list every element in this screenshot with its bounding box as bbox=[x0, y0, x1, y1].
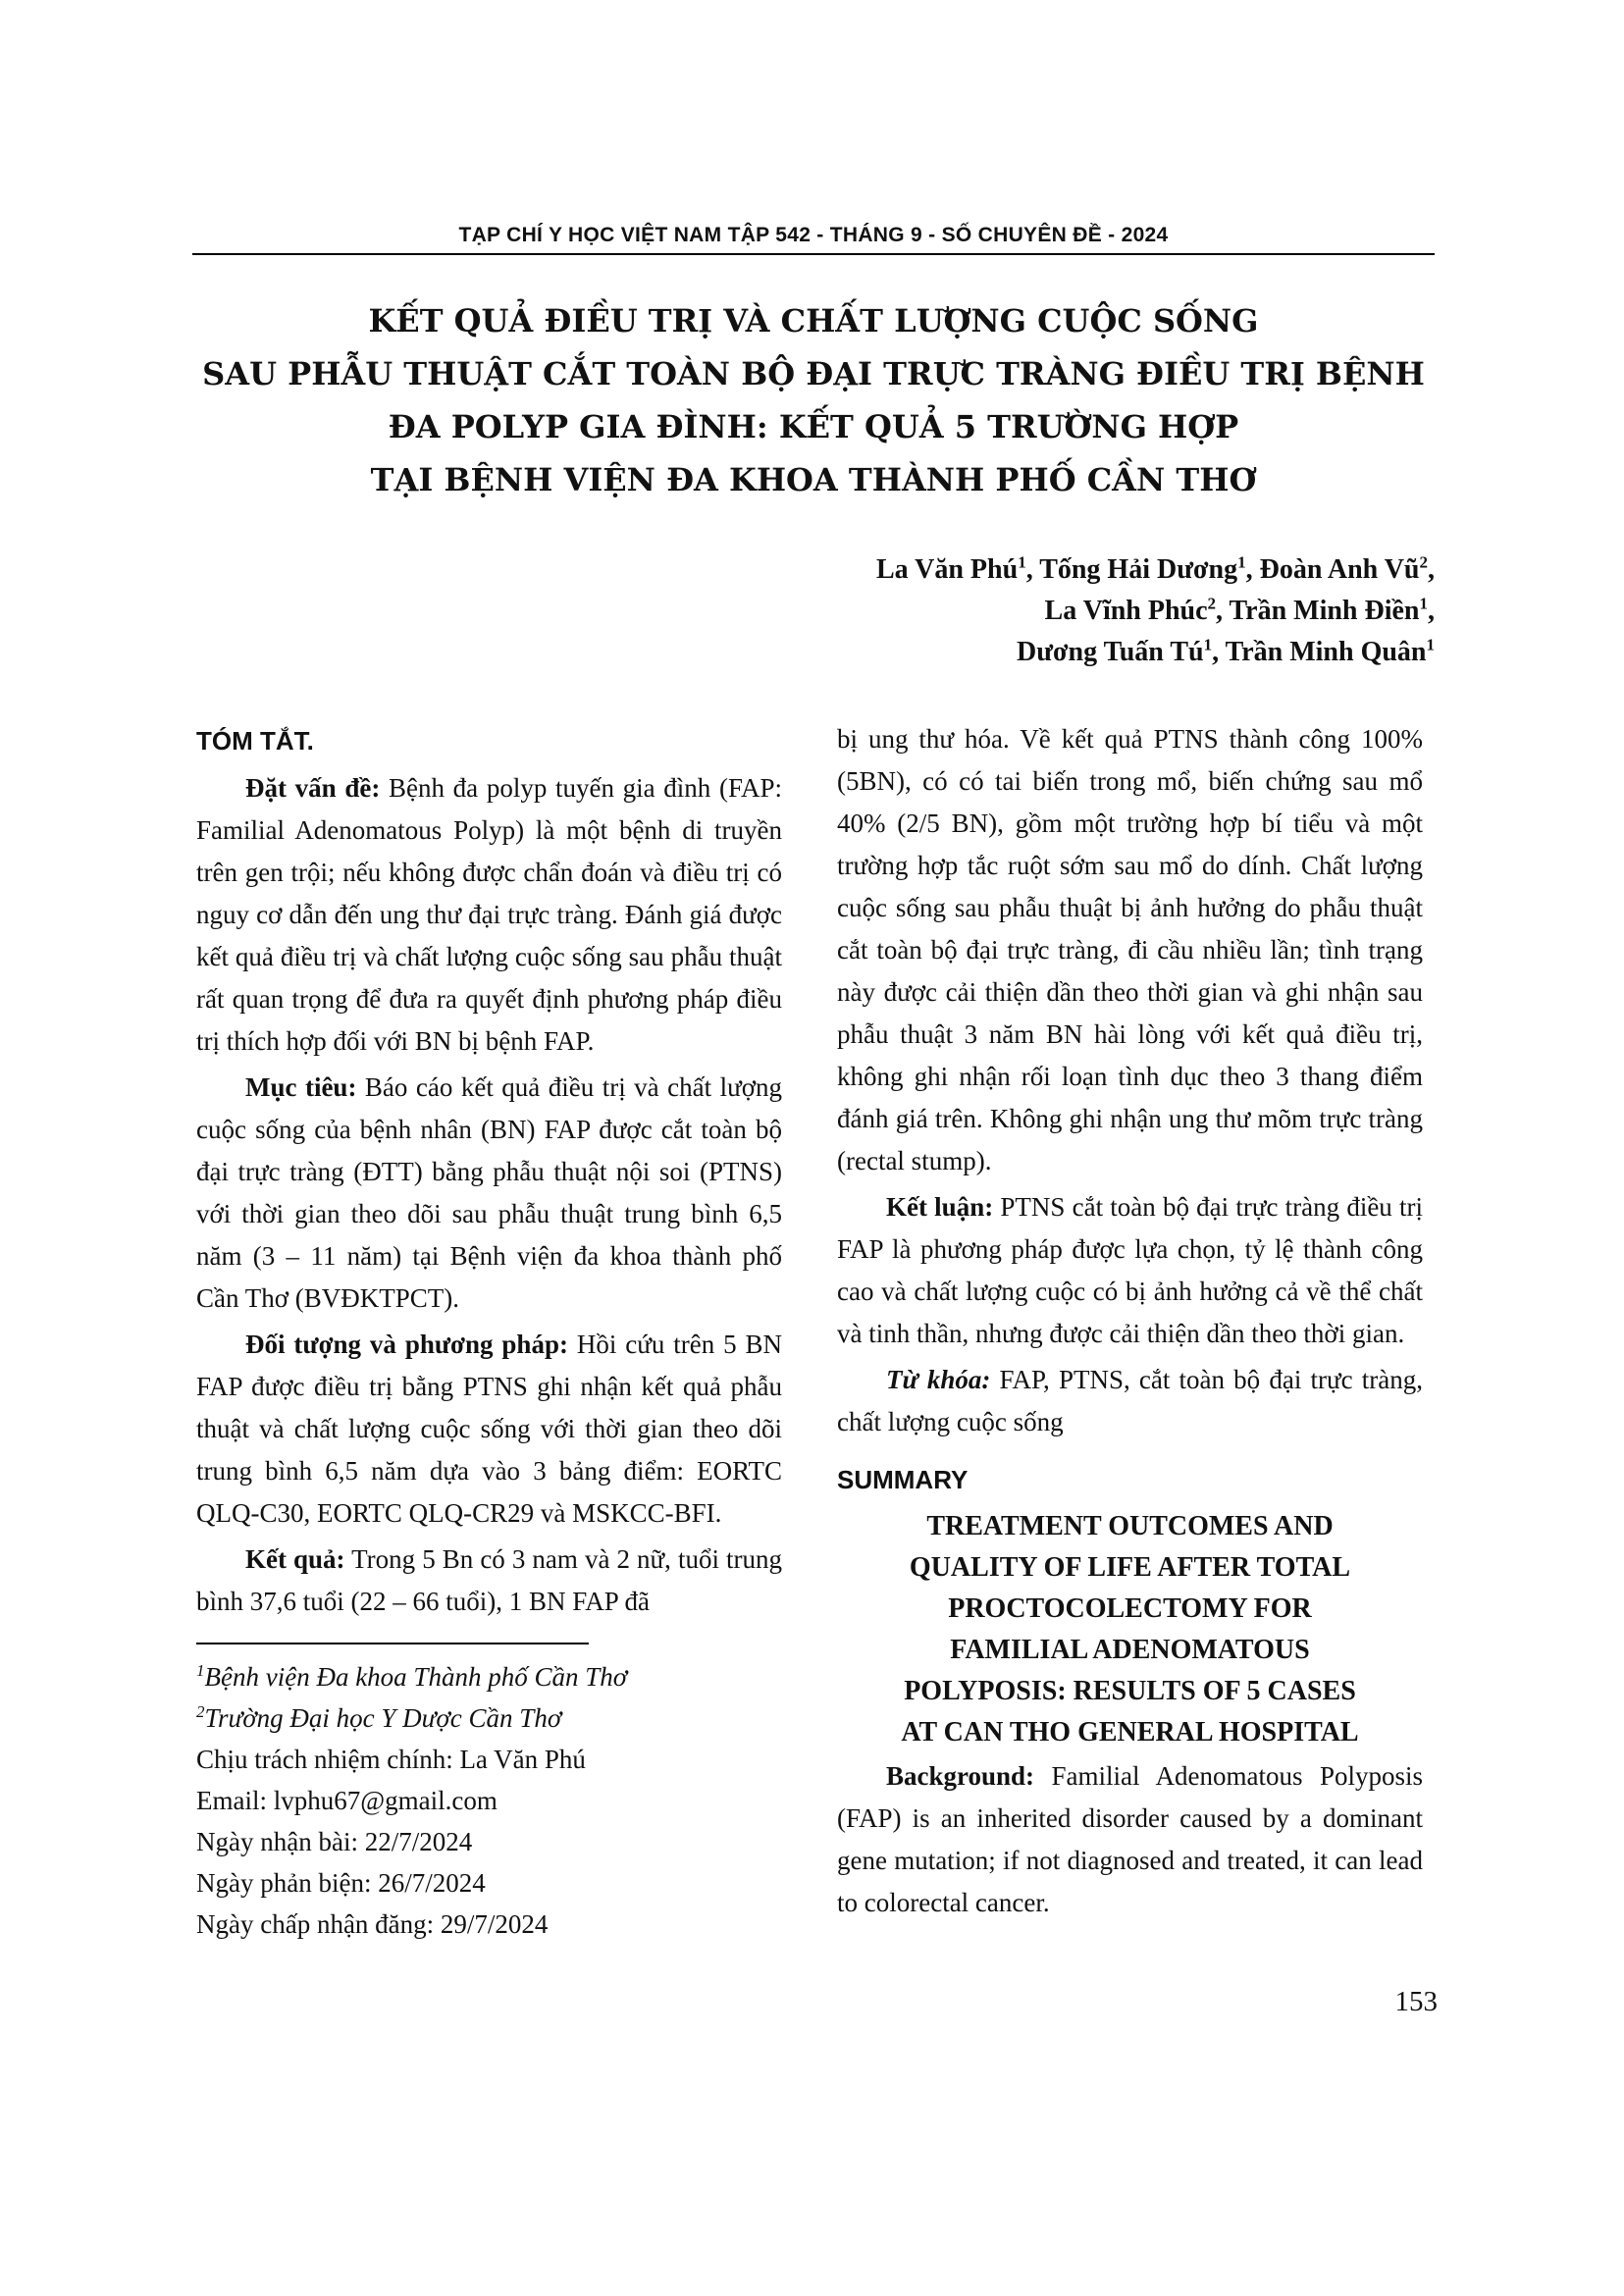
author-name: Dương Tuấn Tú bbox=[1017, 637, 1204, 667]
affiliation-mark: 1 bbox=[1426, 635, 1435, 654]
author-name: Trần Minh Điền bbox=[1229, 596, 1420, 626]
section-label: Background: bbox=[886, 1761, 1035, 1791]
english-title-line: POLYPOSIS: RESULTS OF 5 CASES bbox=[904, 1676, 1356, 1706]
section-text: Familial Adenomatous Polyposis (FAP) is an inherited disorder caused by a dominant gene mutation; if not diagnosed and treated, it can lead to colorectal cancer. bbox=[837, 1761, 1423, 1917]
author-line: La Văn Phú$^1$, Tống Hải Dương$^1$, Đoàn Anh $Vũ^2$, bbox=[875, 552, 1435, 585]
author-name: Đoàn Anh Vũ bbox=[1259, 554, 1420, 585]
title-line: ĐA POLYP GIA ĐÌNH: KẾT QUẢ 5 TRƯỜNG HỢP bbox=[388, 408, 1239, 445]
english-title bbox=[837, 1506, 1423, 1753]
section-text: PTNS cắt toàn bộ đại trực tràng điều trị FAP là phương pháp được lựa chọn, tỷ lệ thành công cao và chất lượng cuộc có bị ảnh hưởng cả về thể chất và tinh thần, nhưng được cải thiện dần theo thời gian. bbox=[837, 1192, 1423, 1348]
date-accepted: Ngày chấp nhận đăng: 29/7/2024 bbox=[196, 1909, 549, 1939]
abstract-conclusion bbox=[837, 1186, 1423, 1355]
section-label: Đối tượng và phương pháp: bbox=[245, 1330, 568, 1359]
section-text: Báo cáo kết quả điều trị và chất lượng cuộc sống của bệnh nhân (BN) FAP được cắt toàn bộ đại trực tràng (ĐTT) bằng phẫu thuật nội soi (PTNS) với thời gian theo dõi sau phẫu thuật trung bình 6,5 năm (3 – 11 năm) tại Bệnh viện đa khoa thành phố Cần Thơ (BVĐKTPCT). bbox=[196, 1072, 783, 1313]
footnote-rule bbox=[196, 1643, 589, 1644]
left-column bbox=[196, 718, 782, 1945]
summary-background bbox=[837, 1755, 1423, 1924]
corresponding-author: Chịu trách nhiệm chính: La Văn Phú bbox=[196, 1745, 586, 1774]
running-header: TẠP CHÍ Y HỌC VIỆT NAM TẬP 542 - THÁNG 9 - SỐ CHUYÊN ĐỀ - 2024 bbox=[458, 224, 1169, 246]
abstract-objective bbox=[196, 1067, 782, 1320]
english-title-line: FAMILIAL ADENOMATOUS bbox=[950, 1635, 1310, 1665]
abstract-results-continued: bị ung thư hóa. Về kết quả PTNS thành công 100% (5BN), có có tai biến trong mổ, biến chứng sau mổ 40% (2/5 BN), gồm một trường hợp bí tiểu và một trường hợp tắc ruột sớm sau mổ do dính. Chất lượng cuộc sống sau phẫu thuật bị ảnh hưởng do phẫu thuật cắt toàn bộ đại trực tràng, đi cầu nhiều lần; tình trạng này được cải thiện dần theo thời gian và ghi nhận sau phẫu thuật 3 năm BN hài lòng với kết quả điều trị, không ghi nhận rối loạn tình dục theo 3 thang điểm đánh giá trên. Không ghi nhận ung thư mõm trực tràng (rectal stump). bbox=[837, 724, 1423, 1175]
affiliation-mark: 1 bbox=[1203, 635, 1213, 654]
abstract-keywords bbox=[837, 1359, 1423, 1443]
title-line: TẠI BỆNH VIỆN ĐA KHOA THÀNH PHỐ CẦN THƠ bbox=[370, 461, 1257, 498]
author-name: La Vĩnh Phúc bbox=[1044, 596, 1208, 626]
section-label: Kết luận: bbox=[886, 1192, 994, 1222]
affiliation-mark: 1 bbox=[1018, 552, 1026, 572]
author-name: La Văn Phú bbox=[875, 554, 1019, 585]
section-label: Đặt vấn đề: bbox=[245, 773, 381, 803]
section-label: Mục tiêu: bbox=[245, 1072, 357, 1102]
affiliation-1 bbox=[196, 1656, 782, 1697]
section-text: Bệnh đa polyp tuyến gia đình (FAP: Familial Adenomatous Polyp) là một bệnh di truyền trên gen trội; nếu không được chẩn đoán và điều trị có nguy cơ dẫn đến ung thư đại trực tràng. Đánh giá được kết quả điều trị và chất lượng cuộc sống sau phẫu thuật rất quan trọng để đưa ra quyết định phương pháp điều trị thích hợp đối với BN bị bệnh FAP. bbox=[196, 773, 782, 1056]
author-list bbox=[876, 549, 1435, 673]
affiliation-mark: 2 bbox=[1419, 552, 1428, 572]
section-label: Kết quả: bbox=[245, 1544, 345, 1574]
author-name: Trần Minh Quân bbox=[1225, 637, 1427, 667]
abstract-background bbox=[196, 767, 782, 1063]
abstract-methods bbox=[196, 1324, 782, 1535]
affiliation-text: Bệnh viện Đa khoa Thành phố Cần Thơ bbox=[204, 1662, 628, 1692]
english-title-line: PROCTOCOLECTOMY FOR bbox=[948, 1593, 1312, 1624]
date-reviewed: Ngày phản biện: 26/7/2024 bbox=[196, 1868, 486, 1898]
right-column bbox=[837, 718, 1423, 1928]
date-received: Ngày nhận bài: 22/7/2024 bbox=[196, 1827, 473, 1856]
title-line: KẾT QUẢ ĐIỀU TRỊ VÀ CHẤT LƯỢNG CUỘC SỐNG bbox=[368, 302, 1259, 339]
header-rule bbox=[192, 253, 1435, 255]
affiliation-mark: 2 bbox=[1207, 594, 1217, 613]
english-title-line: QUALITY OF LIFE AFTER TOTAL bbox=[909, 1552, 1351, 1583]
abstract-heading: TÓM TẮT. bbox=[196, 726, 314, 756]
affiliation-mark: 2 bbox=[196, 1702, 205, 1721]
section-text: FAP, PTNS, cắt toàn bộ đại trực tràng, chất lượng cuộc sống bbox=[837, 1365, 1423, 1436]
abstract-results bbox=[196, 1539, 782, 1623]
email: Email: lvphu67@gmail.com bbox=[196, 1786, 498, 1815]
author-line: La Vĩnh Phúc$^2$, Trần Minh Điền$^1$, bbox=[1044, 594, 1435, 626]
section-text: Hồi cứu trên 5 BN FAP được điều trị bằng PTNS ghi nhận kết quả phẫu thuật và chất lượng cuộc sống với thời gian theo dõi trung bình 6,5 năm dựa vào 3 bảng điểm: EORTC QLQ-C30, EORTC QLQ-CR29 và MSKCC-BFI. bbox=[196, 1330, 782, 1528]
affiliation-text: Trường Đại học Y Dược Cần Thơ bbox=[204, 1703, 562, 1733]
english-title-line: AT CAN THO GENERAL HOSPITAL bbox=[901, 1717, 1359, 1748]
author-line: Dương Tuấn $Tú^1$, Trần Minh Quân$^1$ bbox=[1017, 635, 1435, 667]
title-line: SAU PHẪU THUẬT CẮT TOÀN BỘ ĐẠI TRỰC TRÀNG ĐIỀU TRỊ BỆNH bbox=[202, 355, 1425, 392]
affiliation-mark: 1 bbox=[1237, 552, 1246, 572]
summary-heading: SUMMARY bbox=[837, 1465, 969, 1494]
page-number: 153 bbox=[1394, 1986, 1438, 2017]
affiliation-mark: 1 bbox=[196, 1661, 205, 1680]
affiliation-2 bbox=[196, 1697, 782, 1739]
affiliation-mark: 1 bbox=[1419, 594, 1428, 613]
article-title bbox=[192, 294, 1435, 506]
section-label: Từ khóa: bbox=[886, 1365, 991, 1394]
section-text: Trong 5 Bn có 3 nam và 2 nữ, tuổi trung bình 37,6 tuổi (22 – 66 tuổi), 1 BN FAP đã bbox=[196, 1544, 783, 1616]
english-title-line: TREATMENT OUTCOMES AND bbox=[926, 1511, 1334, 1541]
author-name: Tống Hải Dương bbox=[1039, 554, 1238, 585]
